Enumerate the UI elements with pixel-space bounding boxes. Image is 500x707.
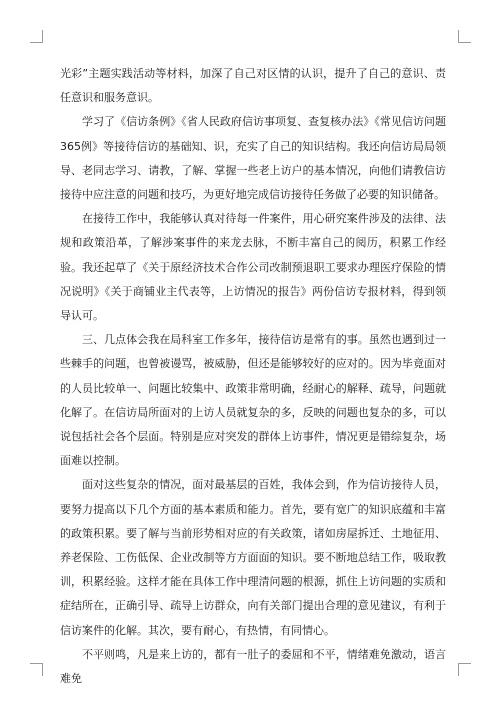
document-body (60, 62, 446, 691)
paragraph: 面对这些复杂的情况，面对最基层的百姓，我体会到，作为信访接待人员，要努力提高以下几个方面的基本素质和能力。首先，要有宽广的知识底蕴和丰富的政策积累。要了解与当前形势相对应的有关政策，诸如房屋拆迁、土地征用、养老保险、工伤低保、企业改制等方方面面的知识。要不断地总结工作，吸取教训，积累经验。这样才能在具体工作中理清问题的根源，抓住上访问题的实质和症结所在，正确引导、疏导上访群众，向有关部门提出合理的意见建议，有利于信访案件的化解。其次，要有耐心，有热情，有同情心。 (60, 478, 446, 637)
paragraph: 学习了《信访条例》《省人民政府信访事项复、查复核办法》《常见信访问题365例》等接待信访的基础知、识，充实了自己的知识结构。我还向信访局局领导、老同志学习、请教，了解、掌握一些老上访户的基本情况，向他们请教信访接待中应注意的问题和技巧，为更好地完成信访接待任务做了必要的知识储备。 (60, 115, 446, 202)
crop-mark-bottom-left (30, 663, 43, 676)
paragraph: 光彩”主题实践活动等材料，加深了自己对区情的认识，提升了自己的意识、责任意识和服务意识。 (60, 67, 446, 105)
paragraph: 不平则鸣，凡是来上访的，都有一肚子的委屈和不平，情绪难免激动，语言难免 (60, 647, 446, 686)
paragraph: 三、几点体会我在局科室工作多年，接待信访是常有的事。虽然也遇到过一些棘手的问题，也曾被谩骂，被威胁，但还是能够较好的应对的。因为毕竟面对的人员比较单一、问题比较集中、政策非常明确，经耐心的解释、疏导，问题就化解了。在信访局所面对的上访人员就复杂的多，反映的问题也复杂的多，可以说包括社会各个层面。特别是应对突发的群体上访事件，情况更是错综复杂，场面难以控制。 (60, 333, 446, 468)
crop-mark-bottom-right (458, 663, 471, 676)
crop-mark-top-right (458, 30, 471, 43)
crop-mark-top-left (30, 30, 43, 43)
paragraph: 在接待工作中，我能够认真对待每一件案件，用心研究案件涉及的法律、法规和政策沿革，了解涉案事件的来龙去脉，不断丰富自己的阅历，积累工作经验。我还起草了《关于原经济技术合作公司改制预退职工要求办理医疗保险的情况说明》《关于商铺业主代表等，上访情况的报告》两份信访专报材料，得到领导认可。 (60, 212, 446, 323)
